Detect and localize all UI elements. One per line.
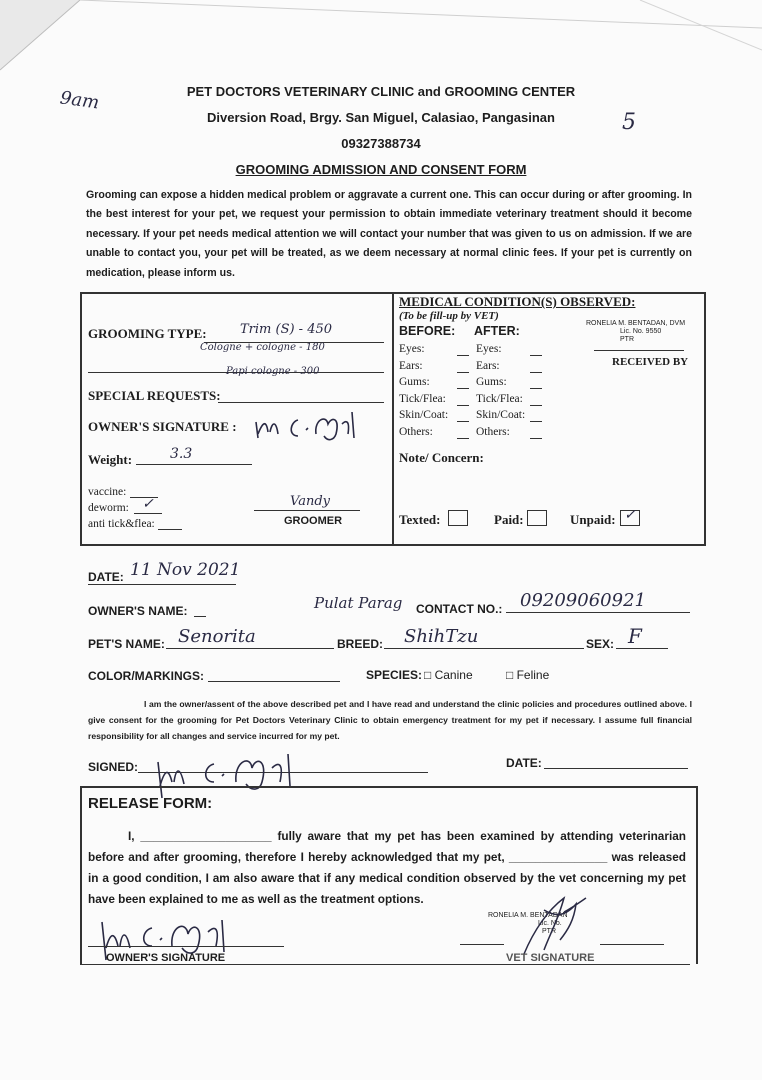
release-stamp-name: RONELIA M. BENTADAN — [488, 912, 568, 919]
medical-after-line — [530, 438, 542, 439]
sex-label: SEX: — [586, 637, 615, 651]
sex-value: F — [628, 624, 642, 648]
grooming-type-value: Trim (S) - 450 — [240, 322, 333, 337]
contact-value: 09209060921 — [520, 590, 646, 611]
medical-after-line — [530, 421, 542, 422]
medical-after-item: Others: — [476, 425, 510, 438]
contact-line — [506, 612, 690, 613]
feline-label: Feline — [516, 668, 550, 682]
clinic-phone: 09327388734 — [341, 136, 421, 151]
owner-name-line — [194, 616, 206, 617]
medical-after-item: Eyes: — [476, 343, 502, 355]
unpaid-mark: ✓ — [624, 507, 636, 523]
intro-paragraph: Grooming can expose a hidden medical problem or aggravate a current one. This can occur during or after grooming. In the best interest for your pet, we request your permission to obtain immediate veterinary treatment should it become necessary. If your pet needs medical attention we will contact your number that was given to us on admission. If we are unable to contact you, your pet will be treated, as we deem necessary at normal clinic fees. If your pet is currently on medication, please inform us. — [86, 189, 692, 279]
release-stamp-ptr: PTR — [542, 928, 556, 935]
anti-tick-label: anti tick&flea: — [88, 518, 155, 530]
canine-option[interactable]: □ Canine — [424, 668, 473, 682]
medical-before-item: Skin/Coat: — [399, 409, 449, 421]
note-label: Note/ Concern: — [399, 450, 484, 465]
date2-line — [544, 768, 688, 769]
clinic-name: PET DOCTORS VETERINARY CLINIC and GROOMING CENTER — [186, 84, 576, 99]
medical-after-item: Gums: — [476, 376, 507, 388]
pet-name-line — [166, 648, 334, 649]
after-label: AFTER: — [474, 324, 520, 338]
medical-subtitle: (To be fill-up by VET) — [399, 310, 499, 322]
vaccine-label: vaccine: — [88, 486, 127, 498]
box-divider — [392, 292, 394, 544]
breed-label: BREED: — [337, 637, 384, 651]
medical-before-item: Others: — [399, 425, 433, 438]
deworm-label: deworm: — [88, 502, 129, 514]
date-label: DATE: — [88, 570, 124, 584]
owner-sig-label: OWNER'S SIGNATURE — [106, 952, 226, 964]
weight-line — [136, 464, 252, 465]
owner-name-label: OWNER'S NAME: — [88, 604, 188, 618]
form-title: GROOMING ADMISSION AND CONSENT FORM — [235, 162, 527, 177]
deworm-line — [134, 513, 162, 514]
clinic-address: Diversion Road, Brgy. San Miguel, Calasiao, Pangasinan — [207, 110, 555, 125]
release-stamp-lic: Lic. No. — [538, 920, 562, 927]
groomer-line — [254, 510, 360, 511]
groomer-label: GROOMER — [284, 515, 343, 527]
medical-after-line — [530, 405, 542, 406]
medical-after-line — [530, 388, 542, 389]
date2-label: DATE: — [506, 756, 542, 770]
vet-stamp-ptr: PTR — [620, 336, 634, 343]
received-by-line — [594, 350, 684, 351]
paid-checkbox[interactable] — [527, 510, 547, 526]
consent-text: I am the owner/assent of the above described pet and I have read and understand the clinic policies and procedures outlined above. I give consent for the grooming for Pet Doctors Veterinary Clinic to obtain emergency treatment for my pet if necessary. I assume full financial responsibility for all changes and service incurred for my pet. — [88, 699, 692, 741]
medical-after-item: Skin/Coat: — [476, 409, 526, 421]
paid-label: Paid: — [494, 512, 524, 527]
date-value: 11 Nov 2021 — [130, 560, 241, 580]
medical-before-line — [457, 405, 469, 406]
feline-option[interactable]: □ Feline — [506, 668, 550, 682]
medical-before-line — [457, 372, 469, 373]
contact-label: CONTACT NO.: — [416, 602, 503, 616]
medical-after-item: Tick/Flea: — [476, 392, 523, 405]
deworm-mark: ✓ — [142, 496, 154, 512]
medical-before-item: Tick/Flea: — [399, 392, 446, 405]
breed-value: ShihTzu — [404, 626, 479, 647]
special-requests-line — [218, 402, 384, 403]
vet-signature — [514, 890, 594, 960]
special-requests-label: SPECIAL REQUESTS: — [88, 388, 221, 403]
medical-before-line — [457, 388, 469, 389]
color-label: COLOR/MARKINGS: — [88, 669, 204, 683]
medical-before-item: Eyes: — [399, 343, 425, 355]
species-label: SPECIES: — [366, 668, 423, 682]
medical-before-item: Ears: — [399, 359, 423, 372]
vet-stamp-name: RONELIA M. BENTADAN, DVM — [586, 320, 686, 327]
owner-signature-1 — [250, 404, 370, 444]
pet-name-label: PET'S NAME: — [88, 637, 165, 651]
grooming-type-label: GROOMING TYPE: — [88, 326, 207, 341]
breed-line — [384, 648, 584, 649]
weight-value: 3.3 — [170, 446, 193, 462]
medical-after-line — [530, 372, 542, 373]
before-label: BEFORE: — [399, 324, 456, 338]
medical-after-line — [530, 355, 542, 356]
signed-label: SIGNED: — [88, 760, 139, 774]
medical-before-line — [457, 421, 469, 422]
owner-sig-line — [88, 946, 284, 947]
vet-sig-line-right — [600, 944, 664, 945]
release-box-bottom — [80, 964, 690, 965]
medical-title: MEDICAL CONDITION(S) OBSERVED: — [399, 294, 636, 309]
release-title: RELEASE FORM: — [88, 795, 213, 812]
vet-sig-line-left — [460, 944, 504, 945]
medical-before-line — [457, 355, 469, 356]
weight-label: Weight: — [88, 452, 133, 467]
grooming-extra-2: Papi cologne - 300 — [226, 366, 320, 377]
owner-signature-label: OWNER'S SIGNATURE : — [88, 419, 237, 434]
date-line — [88, 584, 236, 585]
color-line — [208, 681, 340, 682]
unpaid-label: Unpaid: — [570, 512, 616, 527]
medical-before-item: Gums: — [399, 376, 430, 388]
canine-label: Canine — [434, 668, 473, 682]
anti-tick-line — [158, 529, 182, 530]
texted-label: Texted: — [399, 512, 441, 527]
vet-sig-label: VET SIGNATURE — [506, 952, 595, 964]
medical-after-item: Ears: — [476, 359, 500, 372]
sex-line — [616, 648, 668, 649]
groomer-name: Vandy — [290, 494, 330, 509]
release-text: I, ____________________ fully aware that my pet has been examined by attending veterinarian before and after grooming, therefore I hereby acknowledged that my pet, _______________ was released in a good condition, I am also aware that if any medical condition observed by the vet concerning my pet have been explained to me as well as the treatment options. — [88, 829, 686, 906]
received-by-label: RECEIVED BY — [612, 356, 689, 368]
owner-name-value: Pulat Parag — [314, 594, 403, 612]
grooming-extra-1: Cologne + cologne - 180 — [200, 342, 325, 353]
pet-name-value: Senorita — [178, 626, 256, 647]
margin-note-left: 9am — [58, 87, 101, 114]
texted-checkbox[interactable] — [448, 510, 468, 526]
vet-stamp-lic: Lic. No. 9550 — [620, 328, 662, 335]
medical-before-line — [457, 438, 469, 439]
margin-note-right: 5 — [622, 110, 636, 135]
